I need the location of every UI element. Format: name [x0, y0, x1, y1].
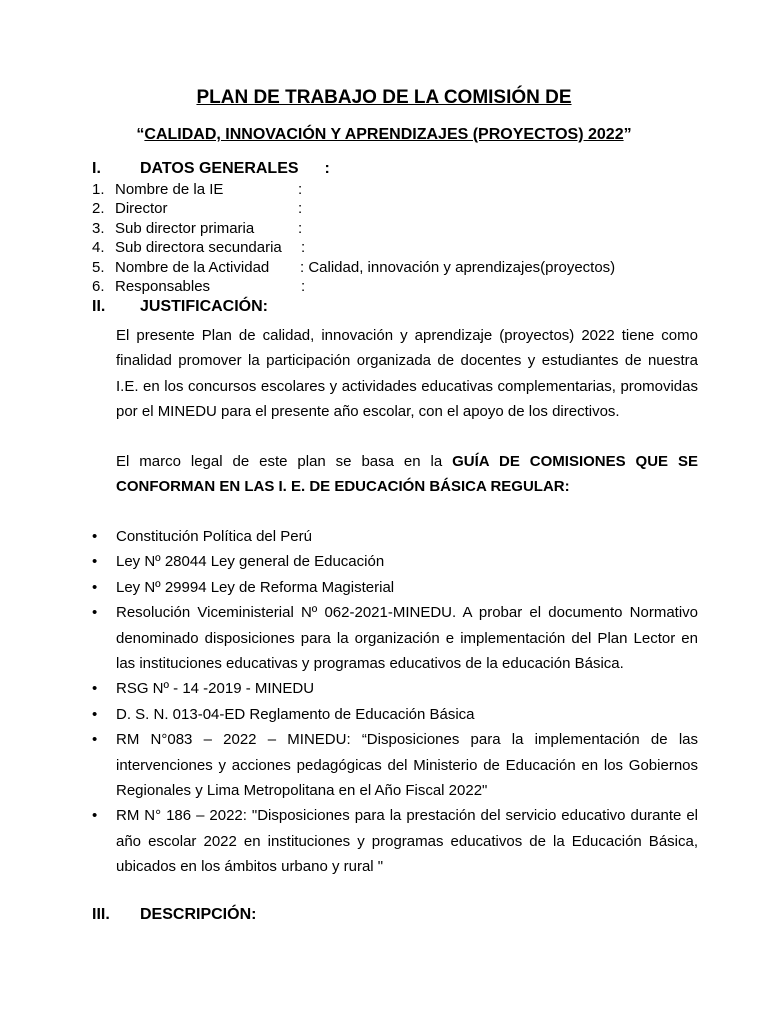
- item-label: Sub directora secundaria: [115, 239, 282, 257]
- item-label: Sub director primaria: [115, 219, 255, 237]
- item-number: 6.: [92, 277, 105, 295]
- item-text: Constitución Política del Perú: [116, 528, 312, 545]
- list-item: [92, 180, 732, 199]
- item-text: Ley Nº 29994 Ley de Reforma Magisterial: [116, 578, 395, 596]
- list-item: [92, 575, 698, 600]
- section-title: DESCRIPCIÓN:: [140, 906, 257, 923]
- section-suffix: :: [324, 160, 330, 177]
- section-heading-descripcion: [92, 906, 256, 924]
- item-label: Nombre de la Actividad: [115, 258, 270, 276]
- bullet-icon: •: [92, 604, 98, 622]
- marco-legal-list: [92, 524, 698, 880]
- list-item: [92, 258, 732, 277]
- list-item: [92, 277, 732, 296]
- marco-legal-lead: El marco legal de este plan se basa en la: [116, 453, 453, 470]
- list-item: [92, 803, 698, 879]
- item-label: Director: [115, 200, 168, 218]
- item-number: 1.: [92, 181, 105, 198]
- section-title: DATOS GENERALES: [140, 160, 299, 177]
- section-heading-justificacion: [92, 298, 268, 316]
- item-colon: :: [298, 200, 303, 218]
- bullet-icon: •: [92, 553, 98, 571]
- item-text: RM N°083 – 2022 – MINEDU: “Disposiciones para la implementación de las intervenciones y acciones pedagógicas del Ministerio de Educación en los Gobiernos Regionales y Lima Metropolitana en el Año Fiscal 2022": [116, 731, 698, 800]
- list-item: [92, 524, 698, 549]
- document-title: PLAN DE TRABAJO DE LA COMISIÓN DE: [196, 87, 572, 108]
- subtitle-open-quote: “: [136, 126, 145, 143]
- item-number: 3.: [92, 219, 105, 237]
- item-number: 4.: [92, 239, 105, 257]
- subtitle-close-quote: ”: [623, 126, 632, 143]
- document-subtitle: [0, 126, 768, 144]
- item-text: RSG Nº - 14 -2019 - MINEDU: [116, 680, 315, 698]
- bullet-icon: •: [92, 528, 98, 545]
- item-colon: [300, 258, 615, 277]
- item-number: 5.: [92, 258, 105, 276]
- section-heading-datos-generales: [92, 160, 330, 178]
- item-text: Resolución Viceministerial Nº 062-2021-MINEDU. A probar el documento Normativo denominado disposiciones para la organización e implementación del Plan Lector en las instituciones educativas y programas educativos de la educación Básica.: [116, 604, 698, 673]
- list-item: [92, 702, 698, 727]
- datos-generales-list: [92, 180, 732, 296]
- section-number: III.: [92, 906, 110, 923]
- list-item: [92, 676, 698, 701]
- item-colon: :: [301, 239, 306, 257]
- section-title: JUSTIFICACIÓN:: [140, 298, 268, 315]
- item-colon: :: [301, 277, 306, 295]
- bullet-icon: •: [92, 680, 98, 698]
- item-colon: :: [298, 219, 303, 237]
- marco-legal-paragraph: [116, 449, 698, 500]
- list-item: [92, 238, 732, 257]
- item-number: 2.: [92, 200, 105, 218]
- justificacion-paragraph: El presente Plan de calidad, innovación y aprendizaje (proyectos) 2022 tiene como finalidad promover la participación organizada de docentes y estudiantes de nuestra I.E. en los concursos escolares y actividades educativas complementarias, promovidas por el MINEDU para el presente año escolar, con el apoyo de los directivos.: [116, 327, 698, 421]
- item-text: Ley Nº 28044 Ley general de Educación: [116, 553, 385, 571]
- item-colon: :: [298, 181, 303, 198]
- list-item: [92, 549, 698, 574]
- list-item: [92, 600, 698, 676]
- list-item: [92, 199, 732, 218]
- list-item: [92, 219, 732, 238]
- item-colon-glyph: :: [300, 258, 305, 276]
- item-label: Responsables: [115, 277, 211, 295]
- item-label: Nombre de la IE: [115, 181, 224, 198]
- bullet-icon: •: [92, 705, 98, 723]
- item-text: D. S. N. 013-04-ED Reglamento de Educación Básica: [116, 705, 475, 723]
- section-number: I.: [92, 160, 101, 177]
- item-text: RM N° 186 – 2022: "Disposiciones para la prestación del servicio educativo durante el año escolar 2022 en instituciones y programas educativos de la Educación Básica, ubicados en los ámbitos urbano y rural ": [116, 807, 698, 876]
- bullet-icon: •: [92, 731, 98, 749]
- list-item: [92, 727, 698, 803]
- section-number: II.: [92, 298, 106, 315]
- bullet-icon: •: [92, 807, 98, 825]
- item-value: Calidad, innovación y aprendizajes(proyectos): [308, 258, 616, 276]
- guia-comisiones-title: GUÍA DE COMISIONES QUE SE CONFORMAN EN LAS I. E. DE EDUCACIÓN BÁSICA REGULAR:: [116, 453, 698, 496]
- subtitle-text: CALIDAD, INNOVACIÓN Y APRENDIZAJES (PROYECTOS) 2022: [144, 126, 624, 143]
- bullet-icon: •: [92, 578, 98, 596]
